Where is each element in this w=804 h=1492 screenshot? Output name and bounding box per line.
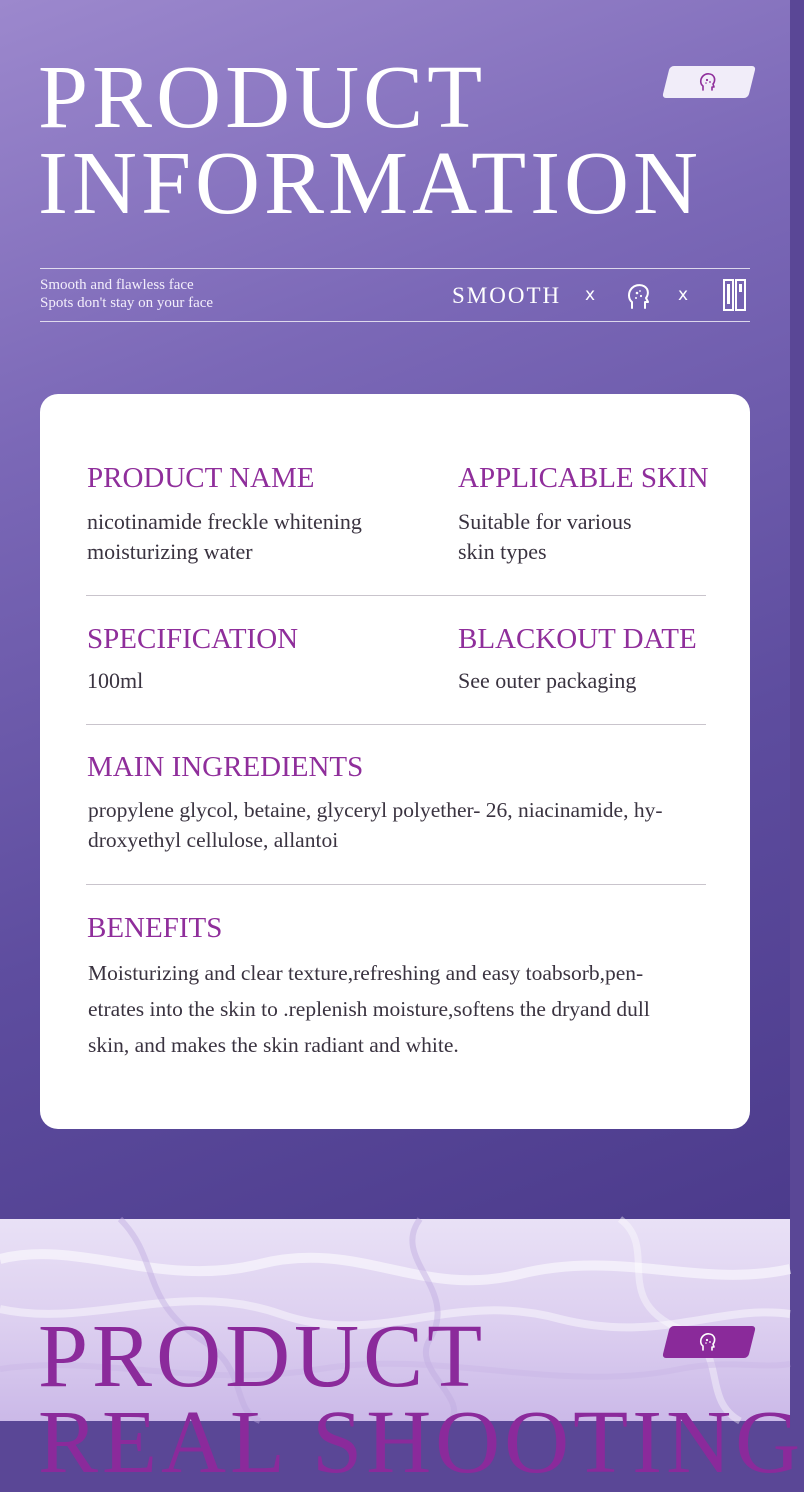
tagline-line-1: Smooth and flawless face	[40, 277, 194, 293]
top-rule	[40, 268, 750, 269]
applicable-skin-value	[458, 507, 632, 567]
title-line-1: PRODUCT	[38, 48, 487, 147]
product-name-value	[87, 507, 362, 567]
bottom-rule	[40, 321, 750, 322]
real-shooting-section	[0, 1219, 804, 1492]
x-separator-1: x	[585, 285, 596, 305]
benefits-line-2: etrates into the skin to .replenish moisture,softens the dryand dull	[88, 997, 650, 1021]
blackout-date-value: See outer packaging	[458, 668, 637, 693]
applicable-skin-line-2: skin types	[458, 539, 547, 564]
applicable-skin-line-1: Suitable for various	[458, 509, 632, 534]
real-shooting-line-1: PRODUCT	[38, 1307, 487, 1406]
product-name-line-2: moisturizing water	[87, 539, 253, 564]
benefits-line-3: skin, and makes the skin radiant and white.	[88, 1033, 459, 1057]
product-name-label: PRODUCT NAME	[87, 462, 315, 494]
specification-label: SPECIFICATION	[87, 623, 299, 655]
face-sparkle-icon	[623, 280, 655, 312]
main-ingredients-label: MAIN INGREDIENTS	[87, 751, 364, 783]
title-line-2: INFORMATION	[38, 134, 703, 233]
benefits-line-1: Moisturizing and clear texture,refreshing and easy toabsorb,pen-	[88, 961, 644, 985]
specification-value: 100ml	[87, 668, 144, 693]
benefits-value	[88, 955, 650, 1063]
divider-1	[86, 595, 706, 596]
x-separator-2: x	[678, 285, 689, 305]
benefits-label: BENEFITS	[87, 912, 223, 944]
main-ingredients-line-2: droxyethyl cellulose, allantoi	[88, 828, 339, 852]
blackout-date-label: BLACKOUT DATE	[458, 623, 697, 655]
smooth-label: SMOOTH	[452, 283, 562, 308]
product-name-line-1: nicotinamide freckle whitening	[87, 509, 362, 534]
tagline	[40, 276, 213, 312]
divider-2	[86, 724, 706, 725]
main-ingredients-value	[88, 795, 663, 855]
tube-icon	[721, 278, 749, 312]
divider-3	[86, 884, 706, 885]
face-icon	[696, 1330, 720, 1354]
main-ingredients-line-1: propylene glycol, betaine, glyceryl polyether- 26, niacinamide, hy-	[88, 798, 663, 822]
face-icon	[696, 70, 720, 94]
tagline-line-2: Spots don't stay on your face	[40, 295, 214, 311]
page-title	[38, 48, 703, 233]
info-card	[40, 394, 750, 1129]
applicable-skin-label: APPLICABLE SKIN	[458, 462, 709, 494]
real-shooting-line-2: REAL SHOOTING	[38, 1393, 804, 1492]
